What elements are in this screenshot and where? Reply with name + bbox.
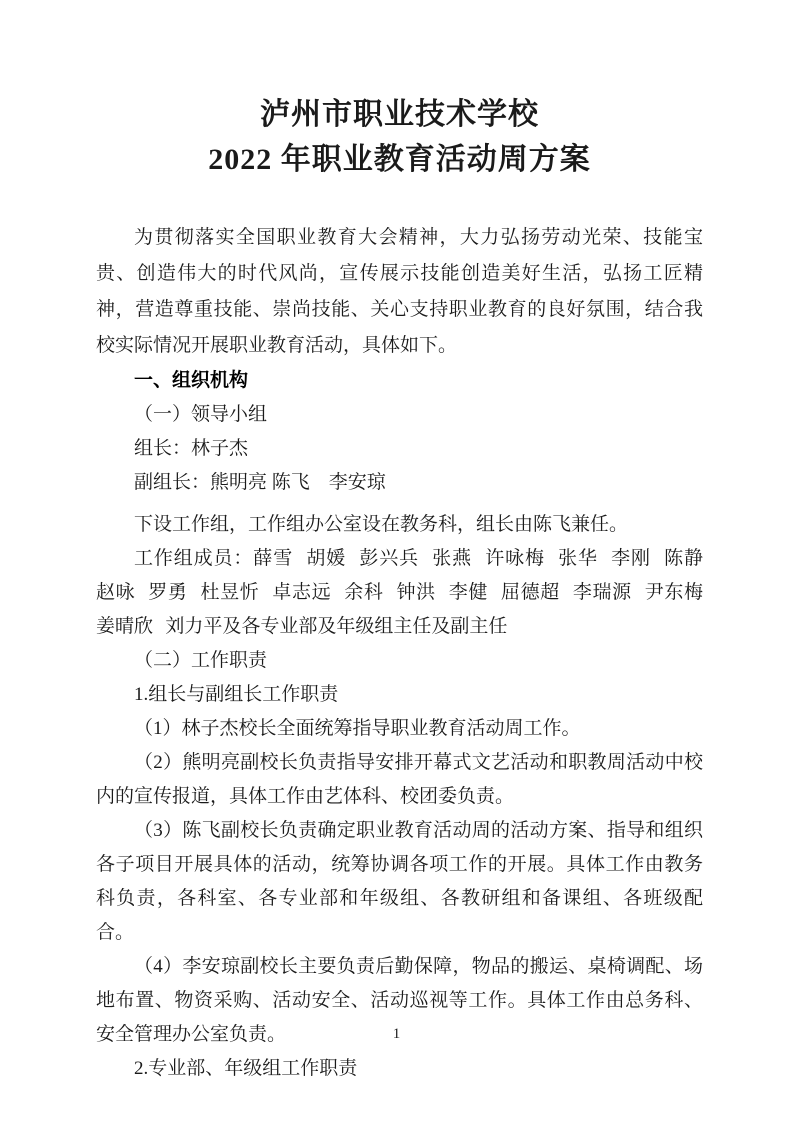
- paragraph-duty-3: （3）陈飞副校长负责确定职业教育活动周的活动方案、指导和组织各子项目开展具体的活动，统筹协调各项工作的开展。具体工作由教务科负责，各科室、各专业部和年级组、各教研组和备课组、各班级配合。: [96, 820, 703, 943]
- document-title: [96, 92, 703, 182]
- paragraph-working-group-members: 工作组成员：薛雪 胡媛 彭兴兵 张燕 许咏梅 张华 李刚 陈静 赵咏 罗勇 杜昱忻 卓志远 余科 钟洪 李健 屈德超 李瑞源 尹东梅 姜晴欣 刘力平及各专业部及年级组主任及副主任: [96, 548, 703, 637]
- document-title-line-2: 2022 年职业教育活动周方案: [208, 143, 591, 176]
- paragraph-duty-2: （2）熊明亮副校长负责指导安排开幕式文艺活动和职教周活动中校内的宣传报道，具体工作由艺体科、校团委负责。: [96, 752, 703, 807]
- line-group-leader: 组长：林子杰: [134, 438, 249, 459]
- paragraph-duty-1: （1）林子杰校长全面统筹指导职业教育活动周工作。: [134, 718, 581, 739]
- paragraph-working-group: 下设工作组，工作组办公室设在教务科，组长由陈飞兼任。: [134, 514, 629, 535]
- paragraph-duty-4: （4）李安琼副校长主要负责后勤保障，物品的搬运、桌椅调配、场地布置、物资采购、活动安全、活动巡视等工作。具体工作由总务科、安全管理办公室负责。: [96, 956, 703, 1045]
- line-deputy-leaders: 副组长：熊明亮 陈飞 李安琼: [134, 472, 386, 493]
- section-heading-organization: 一、组织机构: [134, 370, 249, 391]
- line-leading-group: （一）领导小组: [134, 404, 268, 425]
- line-department-duties-title: 2.专业部、年级组工作职责: [134, 1058, 358, 1079]
- page-number: 1: [392, 1026, 401, 1042]
- document-title-line-1: 泸州市职业技术学校: [260, 98, 539, 131]
- line-duties-subheading: （二）工作职责: [134, 650, 268, 671]
- intro-paragraph: 为贯彻落实全国职业教育大会精神，大力弘扬劳动光荣、技能宝贵、创造伟大的时代风尚，宣传展示技能创造美好生活，弘扬工匠精神，营造尊重技能、崇尚技能、关心支持职业教育的良好氛围，结合我校实际情况开展职业教育活动，具体如下。: [96, 227, 703, 356]
- line-leader-duties-title: 1.组长与副组长工作职责: [134, 684, 339, 705]
